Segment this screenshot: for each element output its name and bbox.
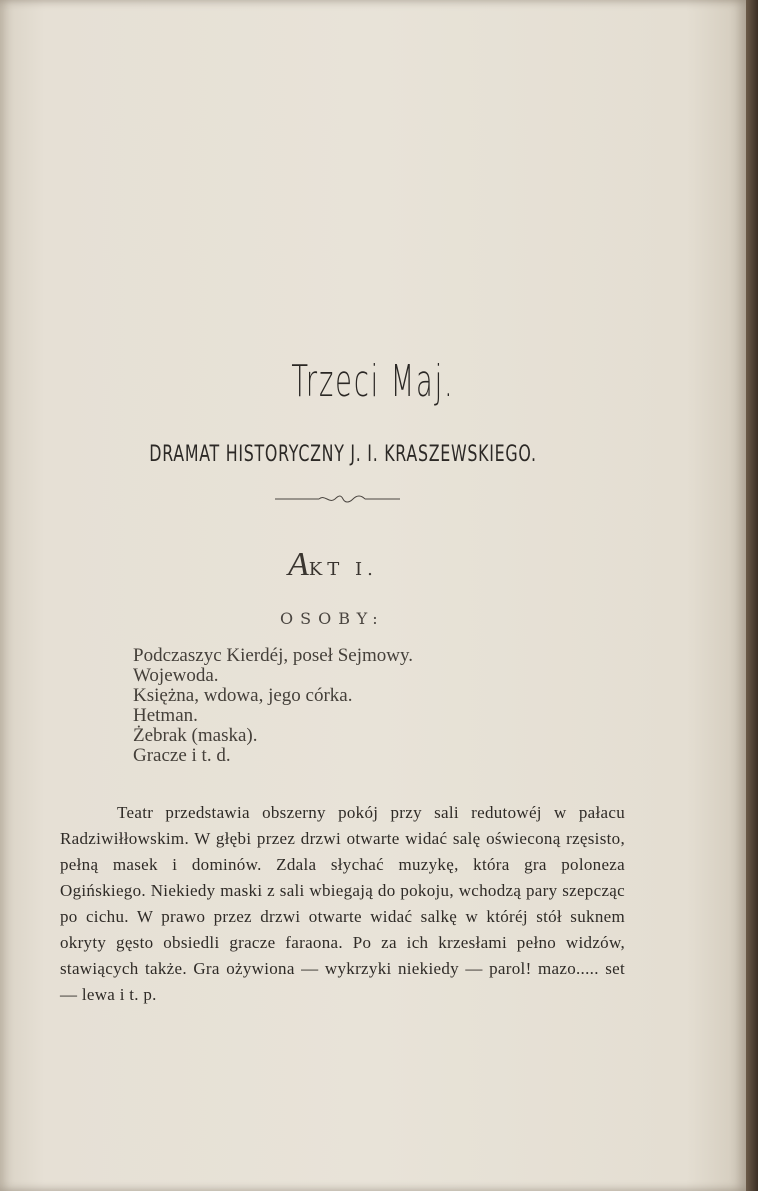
persons-list	[133, 646, 413, 766]
list-item: Wojewoda.	[133, 665, 219, 686]
list-item: Hetman.	[133, 705, 198, 726]
act-rest: KT I.	[308, 559, 378, 580]
page-title: Trzeci Maj.	[291, 356, 455, 407]
persons-heading: OSOBY:	[280, 609, 385, 628]
list-item: Podczaszyc Kierdéj, poseł Sejmowy.	[133, 645, 413, 666]
stage-direction: Teatr przedstawia obszerny pokój przy sali redutowéj w pałacu Radziwiłłowskim. W głębi przez drzwi otwarte widać salę oświeconą rzęsisto, pełną masek i dominów. Zdala słychać muzykę, która gra poloneza Ogińskiego. Niekiedy maski z sali wbiegają do pokoju, wchodzą pary szepcząc po cichu. W prawo przez drzwi otwarte widać salkę w któréj stół suknem okryty gęsto obsiedli gracze faraona. Po za ich krzesłami pełno widzów, stawiących także. Gra ożywiona — wykrzyki niekiedy — parol! mazo..... set — lewa i t. p.	[60, 803, 625, 1004]
list-item: Księżna, wdowa, jego córka.	[133, 685, 353, 706]
act-heading	[288, 546, 378, 584]
list-item: Żebrak (maska).	[133, 725, 258, 746]
book-edge	[746, 0, 758, 1191]
list-item: Gracze i t. d.	[133, 745, 231, 766]
page-subtitle: DRAMAT HISTORYCZNY J. I. KRASZEWSKIEGO.	[149, 442, 537, 467]
ornament-divider	[275, 492, 400, 506]
act-initial: A	[288, 546, 309, 583]
